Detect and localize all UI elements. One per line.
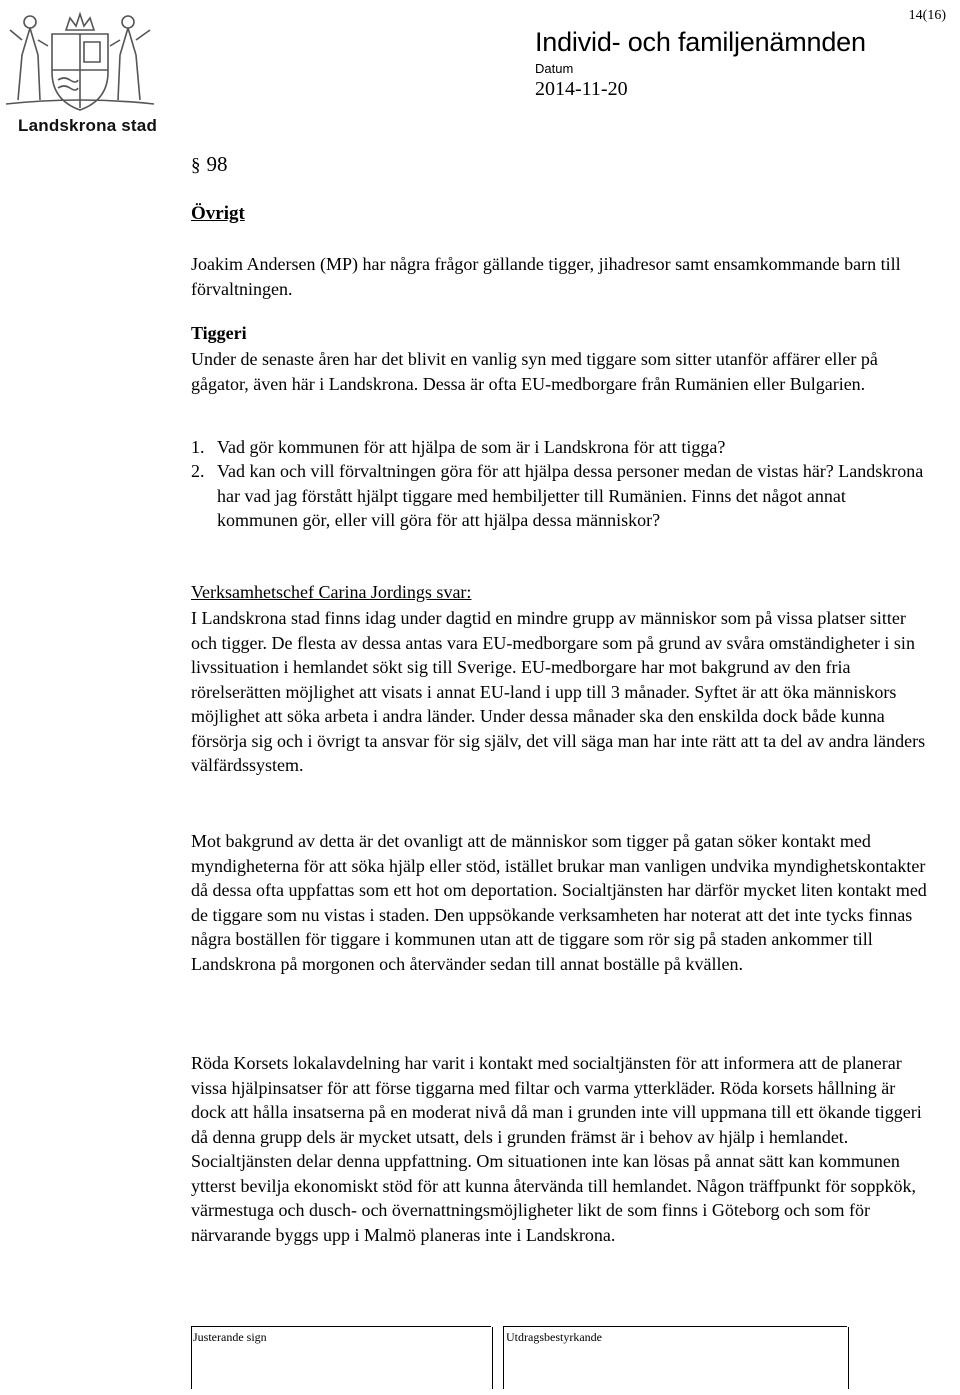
reply-paragraph-2: Mot bakgrund av detta är det ovanligt att de människor som tigger på gatan söker kontakt med myndigheterna för att söka hjälp eller stöd, istället brukar man vanligen undvika myndighetskontakter då dessa ofta uppfattas som ett hot om deportation. Socialtjänsten har därför mycket liten kontakt med de tiggare som nu vistas i staden. Den uppsökande verksamheten har noterat att det inte tycks finnas några boställen för tiggare i kommunen utan att de tiggare som rör sig på staden ankommer till Landskrona på morgonen och återvänder sedan till annat boställe på kvällen. — [191, 831, 927, 974]
board-title: Individ- och familjenämnden — [535, 27, 866, 57]
reply-paragraph-1: I Landskrona stad finns idag under dagtid en mindre grupp av människor som på vissa platser sitter och tigger. De flesta av dessa antas vara EU-medborgare som på grund av svåra omständigheter i sin livssituation i hemlandet sökt sig till Sverige. EU-medborgare har mot bakgrund av den fria rörelserätten möjlighet att visats i annat EU-land i upp till 3 månader. Syftet är att öka människors möjlighet att söka arbeta i andra länder. Under dessa månader ska den enskilda dock både kunna försörja sig och i övrigt ta ansvar för sig själv, det vill säga man har inte rätt att ta del av andra länders välfärdssystem. — [191, 608, 926, 775]
section-number — [191, 152, 228, 177]
coat-of-arms-icon — [0, 0, 160, 118]
paragraph-symbol: § — [191, 155, 201, 176]
utdragsbestyrkande-label: Utdragsbestyrkande — [506, 1330, 602, 1344]
page-number: 14(16) — [908, 8, 946, 23]
landskrona-coat-of-arms-logo — [0, 0, 160, 140]
intro-paragraph: Joakim Andersen (MP) har några frågor gällande tigger, jihadresor samt ensamkommande barn till förvaltningen. — [191, 254, 901, 299]
logo-text: Landskrona stad — [18, 116, 158, 135]
reply-heading: Verksamhetschef Carina Jordings svar: — [191, 582, 472, 602]
question-1 — [191, 435, 931, 460]
section-number-value: 98 — [206, 152, 228, 176]
meeting-date: 2014-11-20 — [535, 78, 628, 100]
question-2 — [191, 459, 931, 530]
tiggeri-heading: Tiggeri — [191, 323, 247, 343]
reply-paragraph-3: Röda Korsets lokalavdelning har varit i kontakt med socialtjänsten för att informera att de planerar vissa hjälpinsatser för att förse tiggarna med filtar och varma ytterkläder. Röda korsets hållning är dock att hålla insatserna på en moderat nivå då man i grunden inte vill uppmana till ett ökande tiggeri då denna grupp dels är mycket utsatt, dels i grunden främst är i behov av hjälp i hemlandet. Socialtjänsten delar denna uppfattning. Om situationen inte kan lösas på annat sätt kan kommunen ytterst bevilja ekonomiskt stöd för att kunna återvända till hemlandet. Någon träffpunkt för soppkök, värmestuga och dusch- och övernattningsmöjligheter likt de som finns i Göteborg och som för närvarande byggs upp i Malmö planeras inte i Landskrona. — [191, 1053, 922, 1245]
question-text: Vad gör kommunen för att hjälpa de som är i Landskrona för att tigga? — [217, 437, 726, 457]
section-title: Övrigt — [191, 203, 245, 224]
date-label: Datum — [535, 61, 574, 76]
question-number: 2. — [191, 461, 205, 481]
question-number: 1. — [191, 437, 205, 457]
question-text: Vad kan och vill förvaltningen göra för att hjälpa dessa personer medan de vistas här? Landskrona har vad jag förstått hjälpt tiggare med hembiljetter till Rumänien. Finns det något annat kommunen gör, eller vill göra för att hjälpa dessa människor? — [217, 461, 924, 530]
justerande-sign-label: Justerande sign — [193, 1330, 267, 1344]
tiggeri-paragraph: Under de senaste åren har det blivit en vanlig syn med tiggare som sitter utanför affärer eller på gågator, även här i Landskrona. Dessa är ofta EU-medborgare från Rumänien eller Bulgarien. — [191, 349, 878, 394]
